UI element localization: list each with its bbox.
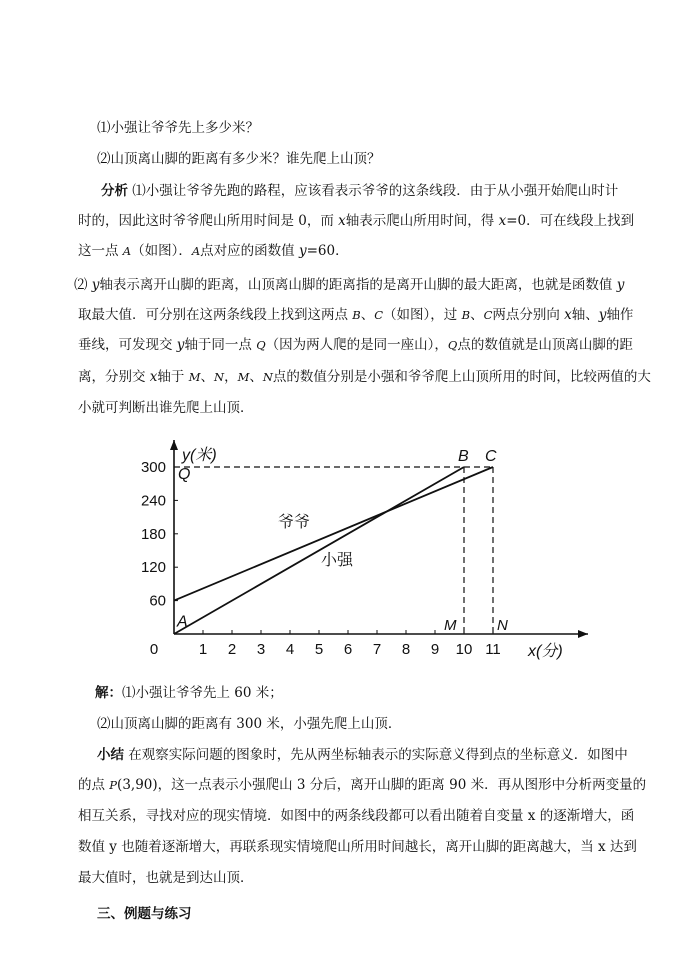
summary-line-4: 数值 y 也随着逐渐增大，再联系现实情境爬山所用时间越长，离开山脚的距离越大，当 x 达到 bbox=[78, 839, 637, 855]
y-tick-label: 60 bbox=[149, 592, 166, 610]
x-tick-label: 11 bbox=[485, 641, 501, 658]
point-b: B bbox=[461, 308, 471, 322]
summary-line-5: 最大值时，也就是到达山顶． bbox=[78, 870, 254, 886]
summary-line-2 bbox=[78, 775, 646, 795]
var-y: y bbox=[91, 277, 100, 293]
point-n: N bbox=[214, 370, 225, 384]
point-c-label: C bbox=[485, 448, 497, 465]
text-run: ⑴小强让爷爷先跑的路程，应该看表示爷爷的这条线段．由于从小强开始爬山时计 bbox=[132, 183, 619, 199]
point-m: M bbox=[237, 370, 250, 384]
point-m-label: M bbox=[444, 617, 457, 634]
analysis-label: 分析 bbox=[101, 183, 128, 199]
analysis-line-4 bbox=[74, 275, 624, 295]
x-tick-label: 8 bbox=[401, 641, 411, 658]
point-m: M bbox=[188, 370, 201, 384]
point-c: C bbox=[483, 308, 493, 322]
y-axis-label: y(米) bbox=[182, 447, 217, 464]
x-tick-label: 6 bbox=[343, 641, 353, 658]
series-label-xiaoqiang: 小强 bbox=[321, 552, 354, 569]
text-run: 点对应的函数值 bbox=[200, 243, 299, 259]
series-label-grandpa: 爷爷 bbox=[278, 514, 311, 531]
y-tick-label: 180 bbox=[140, 525, 166, 543]
series-line-0 bbox=[174, 467, 493, 601]
point-q: Q bbox=[256, 338, 266, 352]
y-tick-label: 300 bbox=[140, 459, 166, 476]
var-x: x bbox=[498, 213, 507, 229]
analysis-line-6 bbox=[78, 335, 633, 355]
analysis-line-8: 小就可判断出谁先爬上山顶． bbox=[78, 400, 254, 416]
analysis-line-3 bbox=[78, 241, 349, 261]
x-axis-label: x(分) bbox=[528, 643, 563, 660]
answer-line-1 bbox=[95, 683, 283, 703]
text-run: 时的，因此这时爷爷爬山所用时间是 0，而 bbox=[78, 213, 339, 229]
point-q: Q bbox=[447, 338, 458, 352]
text-run: ， bbox=[224, 369, 238, 385]
section-heading: 三、例题与练习 bbox=[97, 906, 192, 922]
y-tick-label: 120 bbox=[140, 559, 166, 577]
text-run: 在观察实际问题的图象时，先从两坐标轴表示的实际意义得到点的坐标意义．如图中 bbox=[124, 747, 628, 763]
x-tick-label: 3 bbox=[256, 641, 266, 658]
text-run: （如图）． bbox=[131, 243, 192, 259]
analysis-line-1 bbox=[101, 181, 618, 201]
text-run: =0．可在线段上找到 bbox=[506, 213, 635, 229]
text-run: 轴作 bbox=[606, 307, 634, 323]
question-2: ⑵山顶离山脚的距离有多少米？谁先爬上山顶？ bbox=[97, 151, 381, 167]
y-axis-arrow bbox=[170, 440, 178, 450]
x-tick-label: 5 bbox=[314, 641, 324, 658]
x-tick-label: 7 bbox=[372, 641, 382, 658]
text-run: 两点分别向 bbox=[492, 307, 565, 323]
text-run: 点的数值就是山顶离山脚的距 bbox=[457, 337, 633, 353]
text-run: 轴、 bbox=[571, 307, 599, 323]
var-y: y bbox=[298, 243, 307, 259]
x-tick-label: 4 bbox=[285, 641, 295, 658]
climb-chart bbox=[130, 432, 600, 664]
x-tick-label: 1 bbox=[198, 641, 208, 658]
text-run: 的点 bbox=[78, 777, 110, 793]
text-run: (3,90)，这一点表示小强爬山 3 分后，离开山脚的距离 90 米．再从图形中分析两变量的 bbox=[117, 777, 647, 793]
point-a: A bbox=[191, 244, 201, 258]
summary-line-1 bbox=[97, 745, 628, 765]
text-run: 点的数值分别是小强和爷爷爬上山顶所用的时间，比较两值的大 bbox=[272, 369, 651, 385]
analysis-line-5 bbox=[78, 305, 633, 325]
var-y: y bbox=[598, 307, 607, 323]
var-x: x bbox=[338, 213, 346, 229]
point-n: N bbox=[262, 370, 273, 384]
x-tick-label: 0 bbox=[149, 641, 159, 658]
text-run: （因为两人爬的是同一座山）， bbox=[265, 337, 448, 353]
point-c: C bbox=[374, 308, 384, 322]
point-q-label: Q bbox=[178, 466, 191, 483]
point-a: A bbox=[122, 244, 132, 258]
answer-label: 解： bbox=[95, 685, 122, 701]
text-run: （如图），过 bbox=[383, 307, 462, 323]
text-run: ⑴小强让爷爷先上 60 米； bbox=[122, 685, 283, 701]
point-b-label: B bbox=[458, 448, 469, 465]
text-run: 这一点 bbox=[78, 243, 123, 259]
question-1: ⑴小强让爷爷先上多少米？ bbox=[97, 120, 259, 136]
summary-line-3: 相互关系，寻找对应的现实情境．如图中的两条线段都可以看出随着自变量 x 的逐渐增大，函 bbox=[78, 808, 635, 824]
text-run: 轴表示爬山所用时间，得 bbox=[345, 213, 499, 229]
answer-line-2: ⑵山顶离山脚的距离有 300 米，小强先爬上山顶． bbox=[97, 716, 402, 732]
summary-label: 小结 bbox=[97, 747, 124, 763]
var-x: x bbox=[149, 369, 158, 385]
text-run: 轴于同一点 bbox=[184, 337, 257, 353]
var-y: y bbox=[616, 277, 625, 293]
x-tick-label: 10 bbox=[455, 641, 473, 658]
text-run: =60． bbox=[306, 243, 349, 259]
series-line-1 bbox=[174, 467, 464, 634]
text-run: 取最大值．可分别在这两条线段上找到这两点 bbox=[78, 307, 353, 323]
point-a-label: A bbox=[177, 613, 188, 631]
text-run: 、 bbox=[360, 307, 375, 323]
x-tick-label: 2 bbox=[227, 641, 237, 658]
text-run: 、 bbox=[200, 369, 214, 385]
text-run: ⑵ bbox=[74, 277, 92, 293]
point-p: P bbox=[109, 778, 118, 792]
y-tick-label: 240 bbox=[140, 492, 166, 510]
text-run: 、 bbox=[470, 307, 484, 323]
point-b: B bbox=[352, 308, 361, 322]
text-run: 离，分别交 bbox=[78, 369, 150, 385]
x-axis-arrow bbox=[578, 630, 588, 638]
text-run: 垂线，可发现交 bbox=[78, 337, 177, 353]
analysis-line-2 bbox=[78, 211, 634, 231]
point-n-label: N bbox=[497, 617, 508, 634]
text-run: 轴表示离开山脚的距离，山顶离山脚的距离指的是离开山脚的最大距离，也就是函数值 bbox=[99, 277, 617, 293]
text-run: 、 bbox=[249, 369, 263, 385]
var-x: x bbox=[564, 307, 572, 323]
analysis-line-7 bbox=[78, 367, 651, 387]
x-tick-label: 9 bbox=[430, 641, 440, 658]
var-y: y bbox=[176, 337, 185, 353]
text-run: 轴于 bbox=[157, 369, 189, 385]
